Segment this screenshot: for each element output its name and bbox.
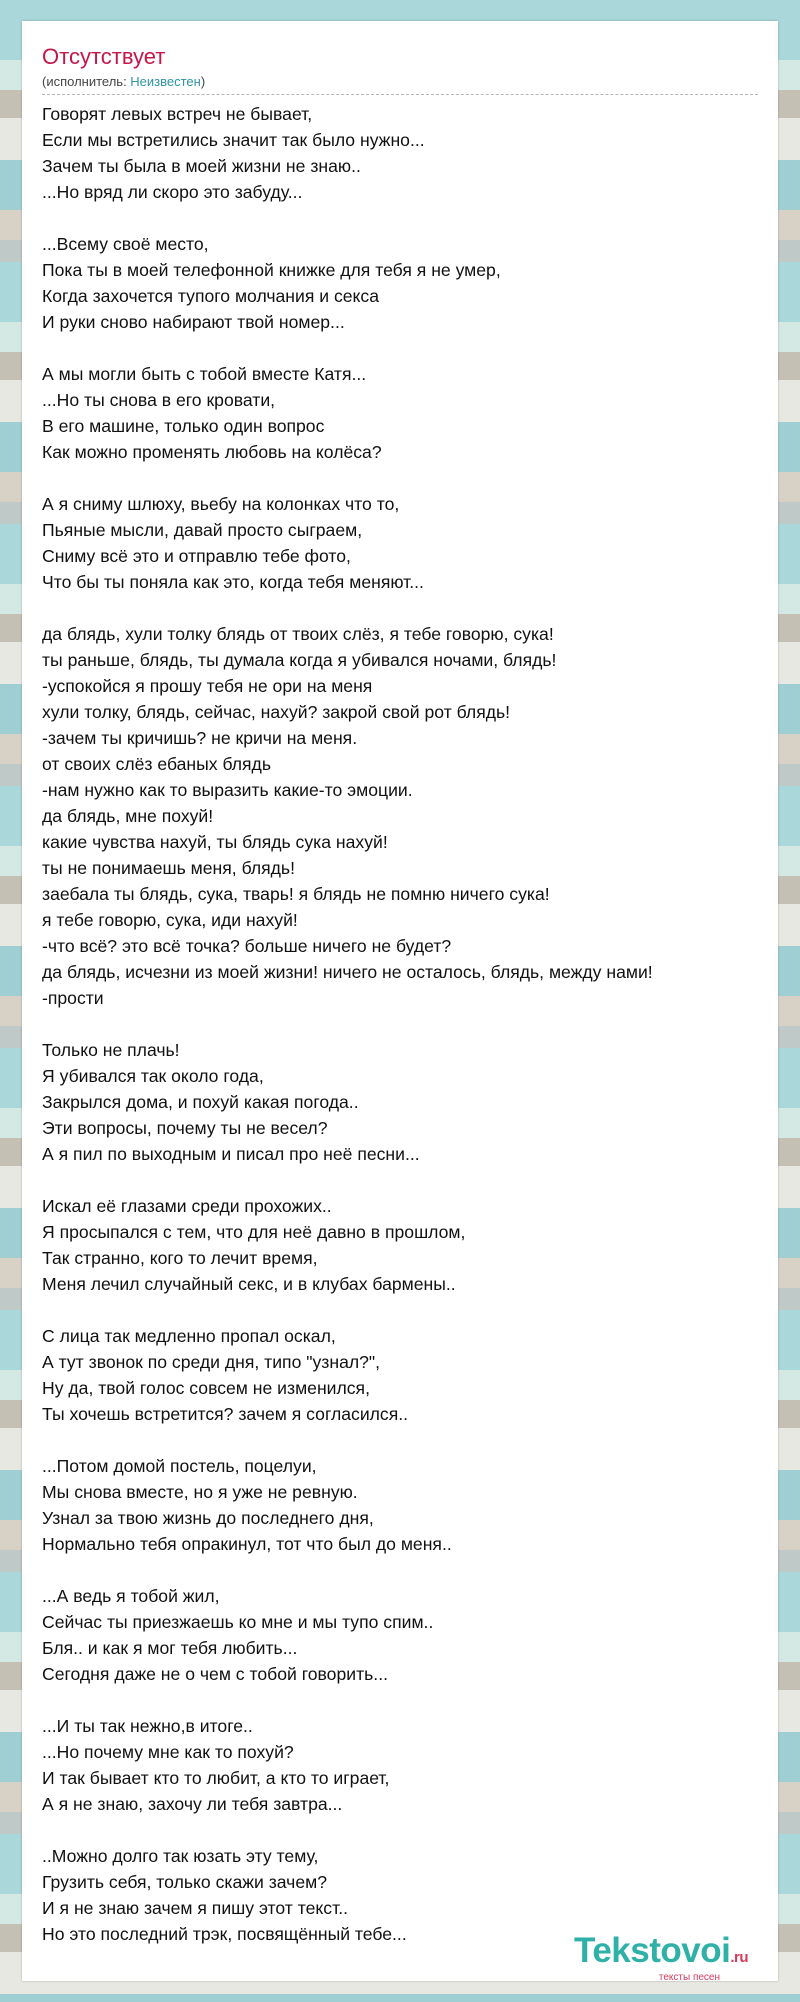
lyric-line: -нам нужно как то выразить какие-то эмоции.: [42, 780, 413, 800]
lyric-line: ...Но почему мне как то похуй?: [42, 1742, 294, 1762]
lyric-line: ты раньше, блядь, ты думала когда я убивался ночами, блядь!: [42, 650, 557, 670]
lyric-line: Искал её глазами среди прохожих..: [42, 1196, 332, 1216]
song-title: Отсутствует: [42, 44, 166, 69]
lyric-line: я тебе говорю, сука, иди нахуй!: [42, 910, 298, 930]
lyric-line: ...И ты так нежно,в итоге..: [42, 1716, 253, 1736]
lyrics-stanza: [42, 1583, 772, 1687]
lyric-line: А тут звонок по среди дня, типо "узнал?",: [42, 1352, 381, 1372]
lyrics-stanza: [42, 361, 772, 465]
lyric-line: ...Но ты снова в его кровати,: [42, 390, 276, 410]
lyrics-stanza: [42, 1713, 772, 1817]
lyric-line: И так бывает кто то любит, а кто то играет,: [42, 1768, 390, 1788]
lyric-line: Но это последний трэк, посвящённый тебе...: [42, 1924, 407, 1944]
lyric-line: Эти вопросы, почему ты не весел?: [42, 1118, 328, 1138]
lyric-line: да блядь, мне похуй!: [42, 806, 214, 826]
artist-link[interactable]: Неизвестен: [130, 74, 201, 89]
lyrics-stanza: [42, 1323, 772, 1427]
lyrics-text: [42, 101, 772, 1973]
lyric-line: -успокойся я прошу тебя не ори на меня: [42, 676, 373, 696]
lyric-line: Нормально тебя опракинул, тот что был до меня..: [42, 1534, 452, 1554]
lyric-line: ты не понимаешь меня, блядь!: [42, 858, 295, 878]
artist-prefix: (исполнитель:: [42, 74, 131, 89]
lyric-line: Говорят левых встреч не бывает,: [42, 104, 313, 124]
logo-tagline: тексты песен: [658, 1972, 720, 1983]
lyric-line: Ты хочешь встретится? зачем я согласился..: [42, 1404, 409, 1424]
lyric-line: от своих слёз ебаных блядь: [42, 754, 271, 774]
artist-suffix: ): [200, 74, 206, 89]
lyric-line: И руки сново набирают твой номер...: [42, 312, 345, 332]
lyric-line: -прости: [42, 988, 104, 1008]
logo-name: Tekstovoi: [574, 1931, 731, 1970]
lyric-line: Когда захочется тупого молчания и секса: [42, 286, 380, 306]
logo-tld: .ru: [730, 1949, 748, 1966]
lyric-line: какие чувства нахуй, ты блядь сука нахуй!: [42, 832, 388, 852]
lyric-line: Мы снова вместе, но я уже не ревную.: [42, 1482, 358, 1502]
lyrics-stanza: [42, 1037, 772, 1167]
lyric-line: Грузить себя, только скажи зачем?: [42, 1872, 328, 1892]
lyric-line: ...Потом домой постель, поцелуи,: [42, 1456, 317, 1476]
lyrics-stanza: [42, 101, 772, 205]
lyric-line: Я убивался так около года,: [42, 1066, 264, 1086]
lyric-line: Бля.. и как я мог тебя любить...: [42, 1638, 298, 1658]
lyric-line: И я не знаю зачем я пишу этот текст..: [42, 1898, 348, 1918]
lyric-line: ..Можно долго так юзать эту тему,: [42, 1846, 319, 1866]
lyric-line: В его машине, только один вопрос: [42, 416, 325, 436]
lyric-line: Что бы ты поняла как это, когда тебя меняют...: [42, 572, 424, 592]
lyric-line: А мы могли быть с тобой вместе Катя...: [42, 364, 367, 384]
lyrics-stanza: [42, 491, 772, 595]
song-card: [22, 21, 778, 1981]
lyric-line: -что всё? это всё точка? больше ничего не будет?: [42, 936, 452, 956]
lyric-line: да блядь, хули толку блядь от твоих слёз, я тебе говорю, сука!: [42, 624, 554, 644]
lyric-line: А я не знаю, захочу ли тебя завтра...: [42, 1794, 343, 1814]
lyric-line: Так странно, кого то лечит время,: [42, 1248, 318, 1268]
lyric-line: Узнал за твою жизнь до последнего дня,: [42, 1508, 374, 1528]
lyric-line: -зачем ты кричишь? не кричи на меня.: [42, 728, 358, 748]
lyric-line: Только не плачь!: [42, 1040, 180, 1060]
lyric-line: Сниму всё это и отправлю тебе фото,: [42, 546, 351, 566]
lyric-line: Как можно променять любовь на колёса?: [42, 442, 382, 462]
lyric-line: Закрылся дома, и похуй какая погода..: [42, 1092, 359, 1112]
lyric-line: заебала ты блядь, сука, тварь! я блядь не помню ничего сука!: [42, 884, 550, 904]
lyrics-stanza: [42, 1193, 772, 1297]
lyric-line: ...Но вряд ли скоро это забуду...: [42, 182, 303, 202]
lyric-line: Если мы встретились значит так было нужно...: [42, 130, 425, 150]
lyric-line: С лица так медленно пропал оскал,: [42, 1326, 336, 1346]
lyric-line: да блядь, исчезни из моей жизни! ничего не осталось, блядь, между нами!: [42, 962, 653, 982]
lyric-line: ...А ведь я тобой жил,: [42, 1586, 220, 1606]
lyric-line: Зачем ты была в моей жизни не знаю..: [42, 156, 361, 176]
lyric-line: Ну да, твой голос совсем не изменился,: [42, 1378, 370, 1398]
lyrics-stanza: [42, 231, 772, 335]
lyric-line: Я просыпался с тем, что для неё давно в прошлом,: [42, 1222, 466, 1242]
lyric-line: Сегодня даже не о чем с тобой говорить...: [42, 1664, 388, 1684]
lyrics-stanza: [42, 621, 772, 1011]
lyric-line: Пока ты в моей телефонной книжке для тебя я не умер,: [42, 260, 501, 280]
logo-wordmark: [574, 1933, 748, 1976]
lyric-line: Меня лечил случайный секс, и в клубах бармены..: [42, 1274, 456, 1294]
lyric-line: хули толку, блядь, сейчас, нахуй? закрой свой рот блядь!: [42, 702, 511, 722]
lyric-line: А я пил по выходным и писал про неё песни...: [42, 1144, 420, 1164]
lyric-line: Сейчас ты приезжаешь ко мне и мы тупо спим..: [42, 1612, 434, 1632]
site-logo[interactable]: [574, 1933, 748, 1983]
artist-line: [42, 73, 758, 95]
song-header: [42, 43, 758, 95]
lyric-line: ...Всему своё место,: [42, 234, 209, 254]
lyrics-stanza: [42, 1453, 772, 1557]
lyric-line: Пьяные мысли, давай просто сыграем,: [42, 520, 363, 540]
lyric-line: А я сниму шлюху, вьебу на колонках что то,: [42, 494, 400, 514]
